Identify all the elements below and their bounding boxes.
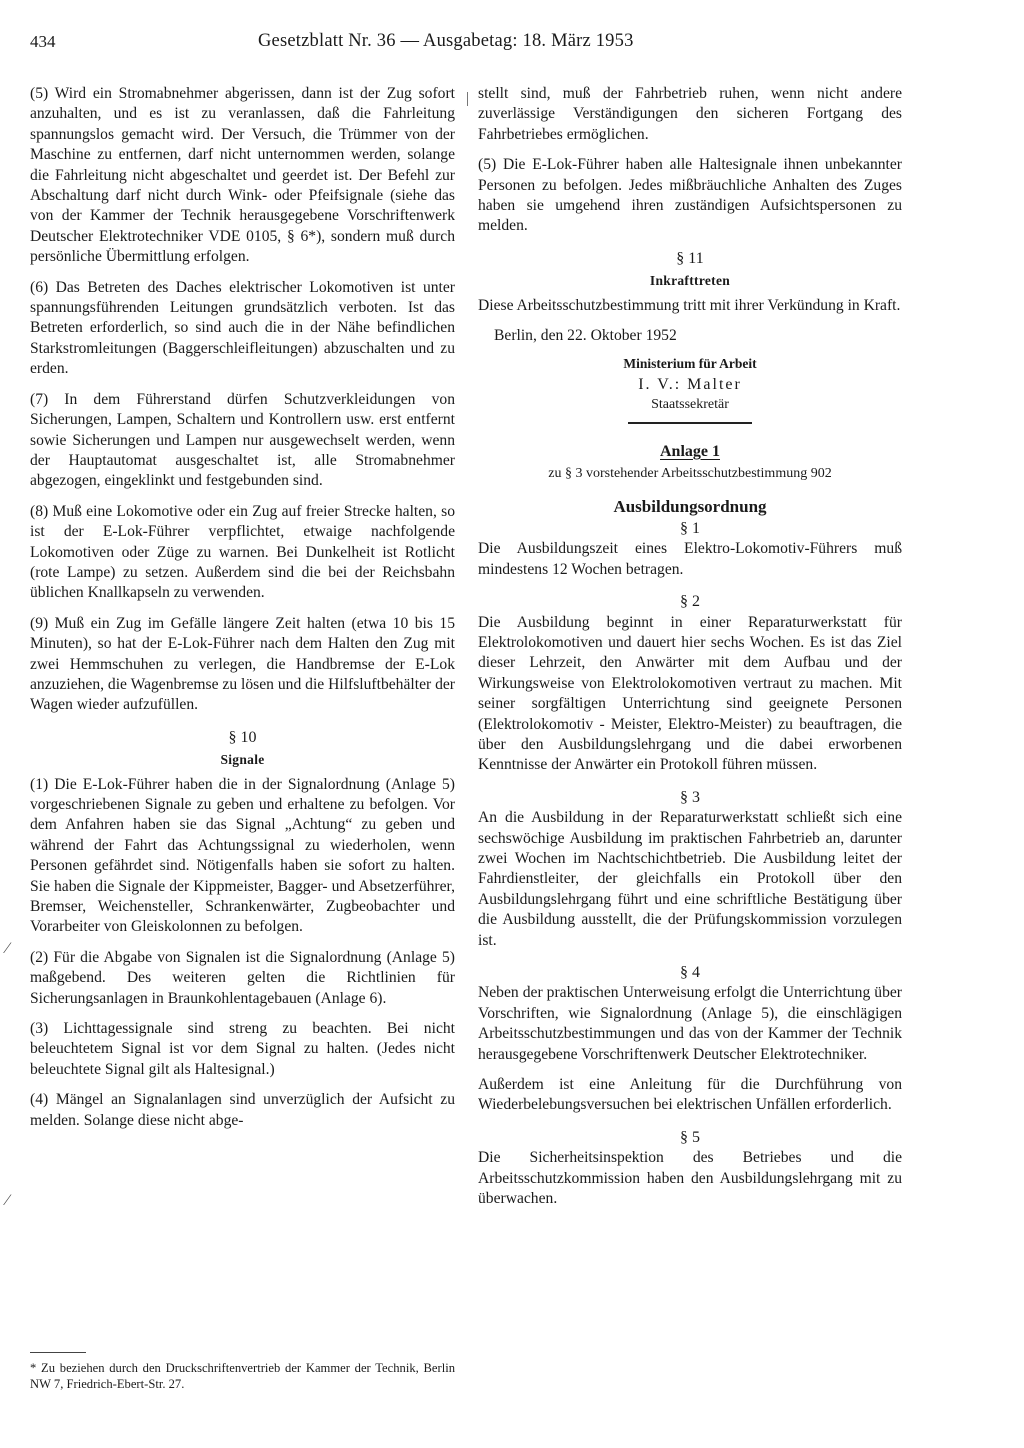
training-order-title: Ausbildungsordnung xyxy=(613,496,767,516)
annex-section-5-number: § 5 xyxy=(680,1128,700,1146)
section-10-title: Signale xyxy=(220,752,265,768)
left-column xyxy=(30,84,455,1131)
margin-mark: ⁄ xyxy=(6,1192,9,1209)
annex-section-2-text: Die Ausbildung beginnt in einer Reparaturwerkstatt für Elektrolokomotiven und dauert hier sechs Wochen. Es ist das Ziel dieser Lehrzeit, den Anwärter mit dem Aufbau und der Wirkungsweise von Elektrolokomotiven vertraut zu machen. Mit seiner sorgfältigen Unterrichtung sind geeignete Personen (Elektrolokomotiv - Meister, Elektro-Meister) zu beauftragen, die über den Ausbildungslehrgang und die dabei erworbenen Kenntnisse der Anwärter ein Protokoll führen müssen. xyxy=(478,613,902,774)
section-10-number: § 10 xyxy=(228,728,257,746)
margin-mark: ⁄ xyxy=(6,940,9,957)
section-10-paragraph-2: (2) Für die Abgabe von Signalen ist die Signalordnung (Anlage 5) maßgebend. Des weiteren gelten die Richtlinien für Sicherungsanlagen in Braunkohlentagebauen (Anlage 6). xyxy=(30,948,455,1007)
annex-section-3-number: § 3 xyxy=(680,788,700,806)
footnote: * Zu beziehen durch den Druckschriftenvertrieb der Kammer der Technik, Berlin NW 7, Friedrich-Ebert-Str. 27. xyxy=(30,1361,455,1391)
annex-section-1-text: Die Ausbildungszeit eines Elektro-Lokomotiv-Führers muß mindestens 12 Wochen betragen. xyxy=(478,540,902,578)
section-11-text: Diese Arbeitsschutzbestimmung tritt mit ihrer Verkündung in Kraft. xyxy=(478,296,901,314)
section-10-paragraph-4: (4) Mängel an Signalanlagen sind unverzüglich der Aufsicht zu melden. Solange diese nicht abge- xyxy=(30,1091,455,1129)
column-divider xyxy=(467,92,468,106)
continued-paragraph: stellt sind, muß der Fahrbetrieb ruhen, wenn nicht andere zuverlässige Verständigungen den sicheren Fortgang des Fahrbetriebes ermöglichen. xyxy=(478,85,902,143)
paragraph-9: (9) Muß ein Zug im Gefälle längere Zeit halten (etwa 10 bis 15 Minuten), so hat der E-Lok-Führer nach dem Halten den Zug mit zwei Hemmschuhen zu verlegen, die Handbremse der E-Lok anzuziehen, die Wagenbremse zu lösen und die Hilfsluftbehälter der Wagen wieder aufzufüllen. xyxy=(30,614,455,714)
annex-subtitle: zu § 3 vorstehender Arbeitsschutzbestimmung 902 xyxy=(548,466,832,482)
place-date: Berlin, den 22. Oktober 1952 xyxy=(494,327,677,345)
page-header xyxy=(30,32,974,60)
section-11-number: § 11 xyxy=(676,249,704,267)
annex-section-4-number: § 4 xyxy=(680,964,700,982)
section-10-paragraph-3: (3) Lichttagessignale sind streng zu beachten. Bei nicht beleuchtetem Signal ist vor dem Signal zu halten. (Jedes nicht beleuchtete Signal gilt als Haltesignal.) xyxy=(30,1020,455,1078)
page-number: 434 xyxy=(30,32,56,51)
annex-title: Anlage 1 xyxy=(660,442,720,460)
paragraph-6: (6) Das Betreten des Daches elektrischer Lokomotiven ist unter spannungsführenden Leitungen grundsätzlich verboten. Ist das Betreten erforderlich, so sind auch die in der Nähe befindlichen Starkstromleitungen (Baggerschleifleitungen) abzuschalten und zu erden. xyxy=(30,278,455,378)
header-title: Gesetzblatt Nr. 36 — Ausgabetag: 18. März 1953 xyxy=(258,31,634,51)
annex-section-5-text: Die Sicherheitsinspektion des Betriebes und die Arbeitsschutzkommission haben den Ausbildungslehrgang mit zu überwachen. xyxy=(478,1149,902,1208)
signer-name: I. V.: Malter xyxy=(638,375,742,393)
ministry-name: Ministerium für Arbeit xyxy=(623,356,757,372)
annex-section-3-text: An die Ausbildung in der Reparaturwerkstatt schließt sich eine sechswöchige Ausbildung im praktischen Fahrbetrieb an, darunter zwei Wochen im Nachtschichtbetrieb. Die Ausbildung leitet der Fahrdienstleiter, der gleichfalls ein Protokoll über den Ausbildungslehrgang führt und eine schriftliche Bestätigung über die Ausbildung ausstellt, die der Prüfungskommission vorzulegen ist. xyxy=(478,809,902,949)
signature-rule xyxy=(628,422,752,424)
footnote-rule xyxy=(30,1352,86,1353)
paragraph-7: (7) In dem Führerstand dürfen Schutzverkleidungen von Sicherungen, Lampen, Schaltern und Kontrollern usw. erst entfernt sowie Sicherungen und Lampen nur ausgewechselt werden, wenn der Hauptautomat ausgeschaltet ist, alle Stromabnehmer abgezogen, eingeklinkt und festgebunden sind. xyxy=(30,390,455,490)
signer-title: Staatssekretär xyxy=(651,397,729,413)
annex-section-1-number: § 1 xyxy=(680,519,700,537)
section-10-paragraph-5: (5) Die E-Lok-Führer haben alle Haltesignale ihnen unbekannter Personen zu befolgen. Jedes mißbräuchliche Anhalten des Zuges haben sie umgehend ihren zuständigen Aufsichtspersonen zu melden. xyxy=(478,156,902,235)
annex-section-2-number: § 2 xyxy=(680,593,700,611)
right-column xyxy=(478,84,902,1210)
annex-section-4-text-2: Außerdem ist eine Anleitung für die Durchführung von Wiederbelebungsversuchen bei elektrischen Unfällen erforderlich. xyxy=(478,1076,902,1114)
annex-section-4-text: Neben der praktischen Unterweisung erfolgt die Unterrichtung über Vorschriften, wie Signalordnung (Anlage 5), die einschlägigen Arbeitsschutzbestimmungen und das von der Kammer der Technik herausgegebene Vorschriftenwerk Deutscher Elektrotechniker. xyxy=(478,984,902,1063)
section-10-paragraph-1: (1) Die E-Lok-Führer haben die in der Signalordnung (Anlage 5) vorgeschriebenen Signale zu geben und erhaltene zu befolgen. Vor dem Anfahren haben sie das Signal „Achtung“ zu geben und während der Fahrt das Achtungssignal zu wiederholen, wenn Personen gefährdet sind. Nötigenfalls haben sie sofort zu halten. Sie haben die Signale der Kippmeister, Bagger- und Absetzerführer, Bremser, Weichensteller, Schrankenwärter, Zugbeobachter und Vorarbeiter von Gleiskolonnen zu befolgen. xyxy=(30,775,455,936)
paragraph-8: (8) Muß eine Lokomotive oder ein Zug auf freier Strecke halten, so ist der E-Lok-Führer verpflichtet, etwaige nachfolgende Lokomotiven oder Züge zu warnen. Bei Dunkelheit ist Rotlicht (rote Lampe) zu setzen. Außerdem sind die bei der Reichsbahn üblichen Knallkapseln zu verwenden. xyxy=(30,502,455,602)
section-11-title: Inkrafttreten xyxy=(649,273,731,289)
paragraph-5: (5) Wird ein Stromabnehmer abgerissen, dann ist der Zug sofort anzuhalten, und es ist zu veranlassen, daß die Fahrleitung spannungslos gemacht wird. Der Versuch, die Trümmer von der Maschine zu entfernen, darf nicht unternommen werden, solange die Fahrleitung nicht abgeschaltet und geerdet ist. Der Befehl zur Abschaltung darf nicht durch Wink- oder Pfeifsignale (siehe das von der Kammer der Technik herausgegebene Vorschriftenwerk Deutscher Elektrotechniker VDE 0105, § 6*), sondern muß durch persönliche Übermittlung erfolgen. xyxy=(30,85,455,266)
